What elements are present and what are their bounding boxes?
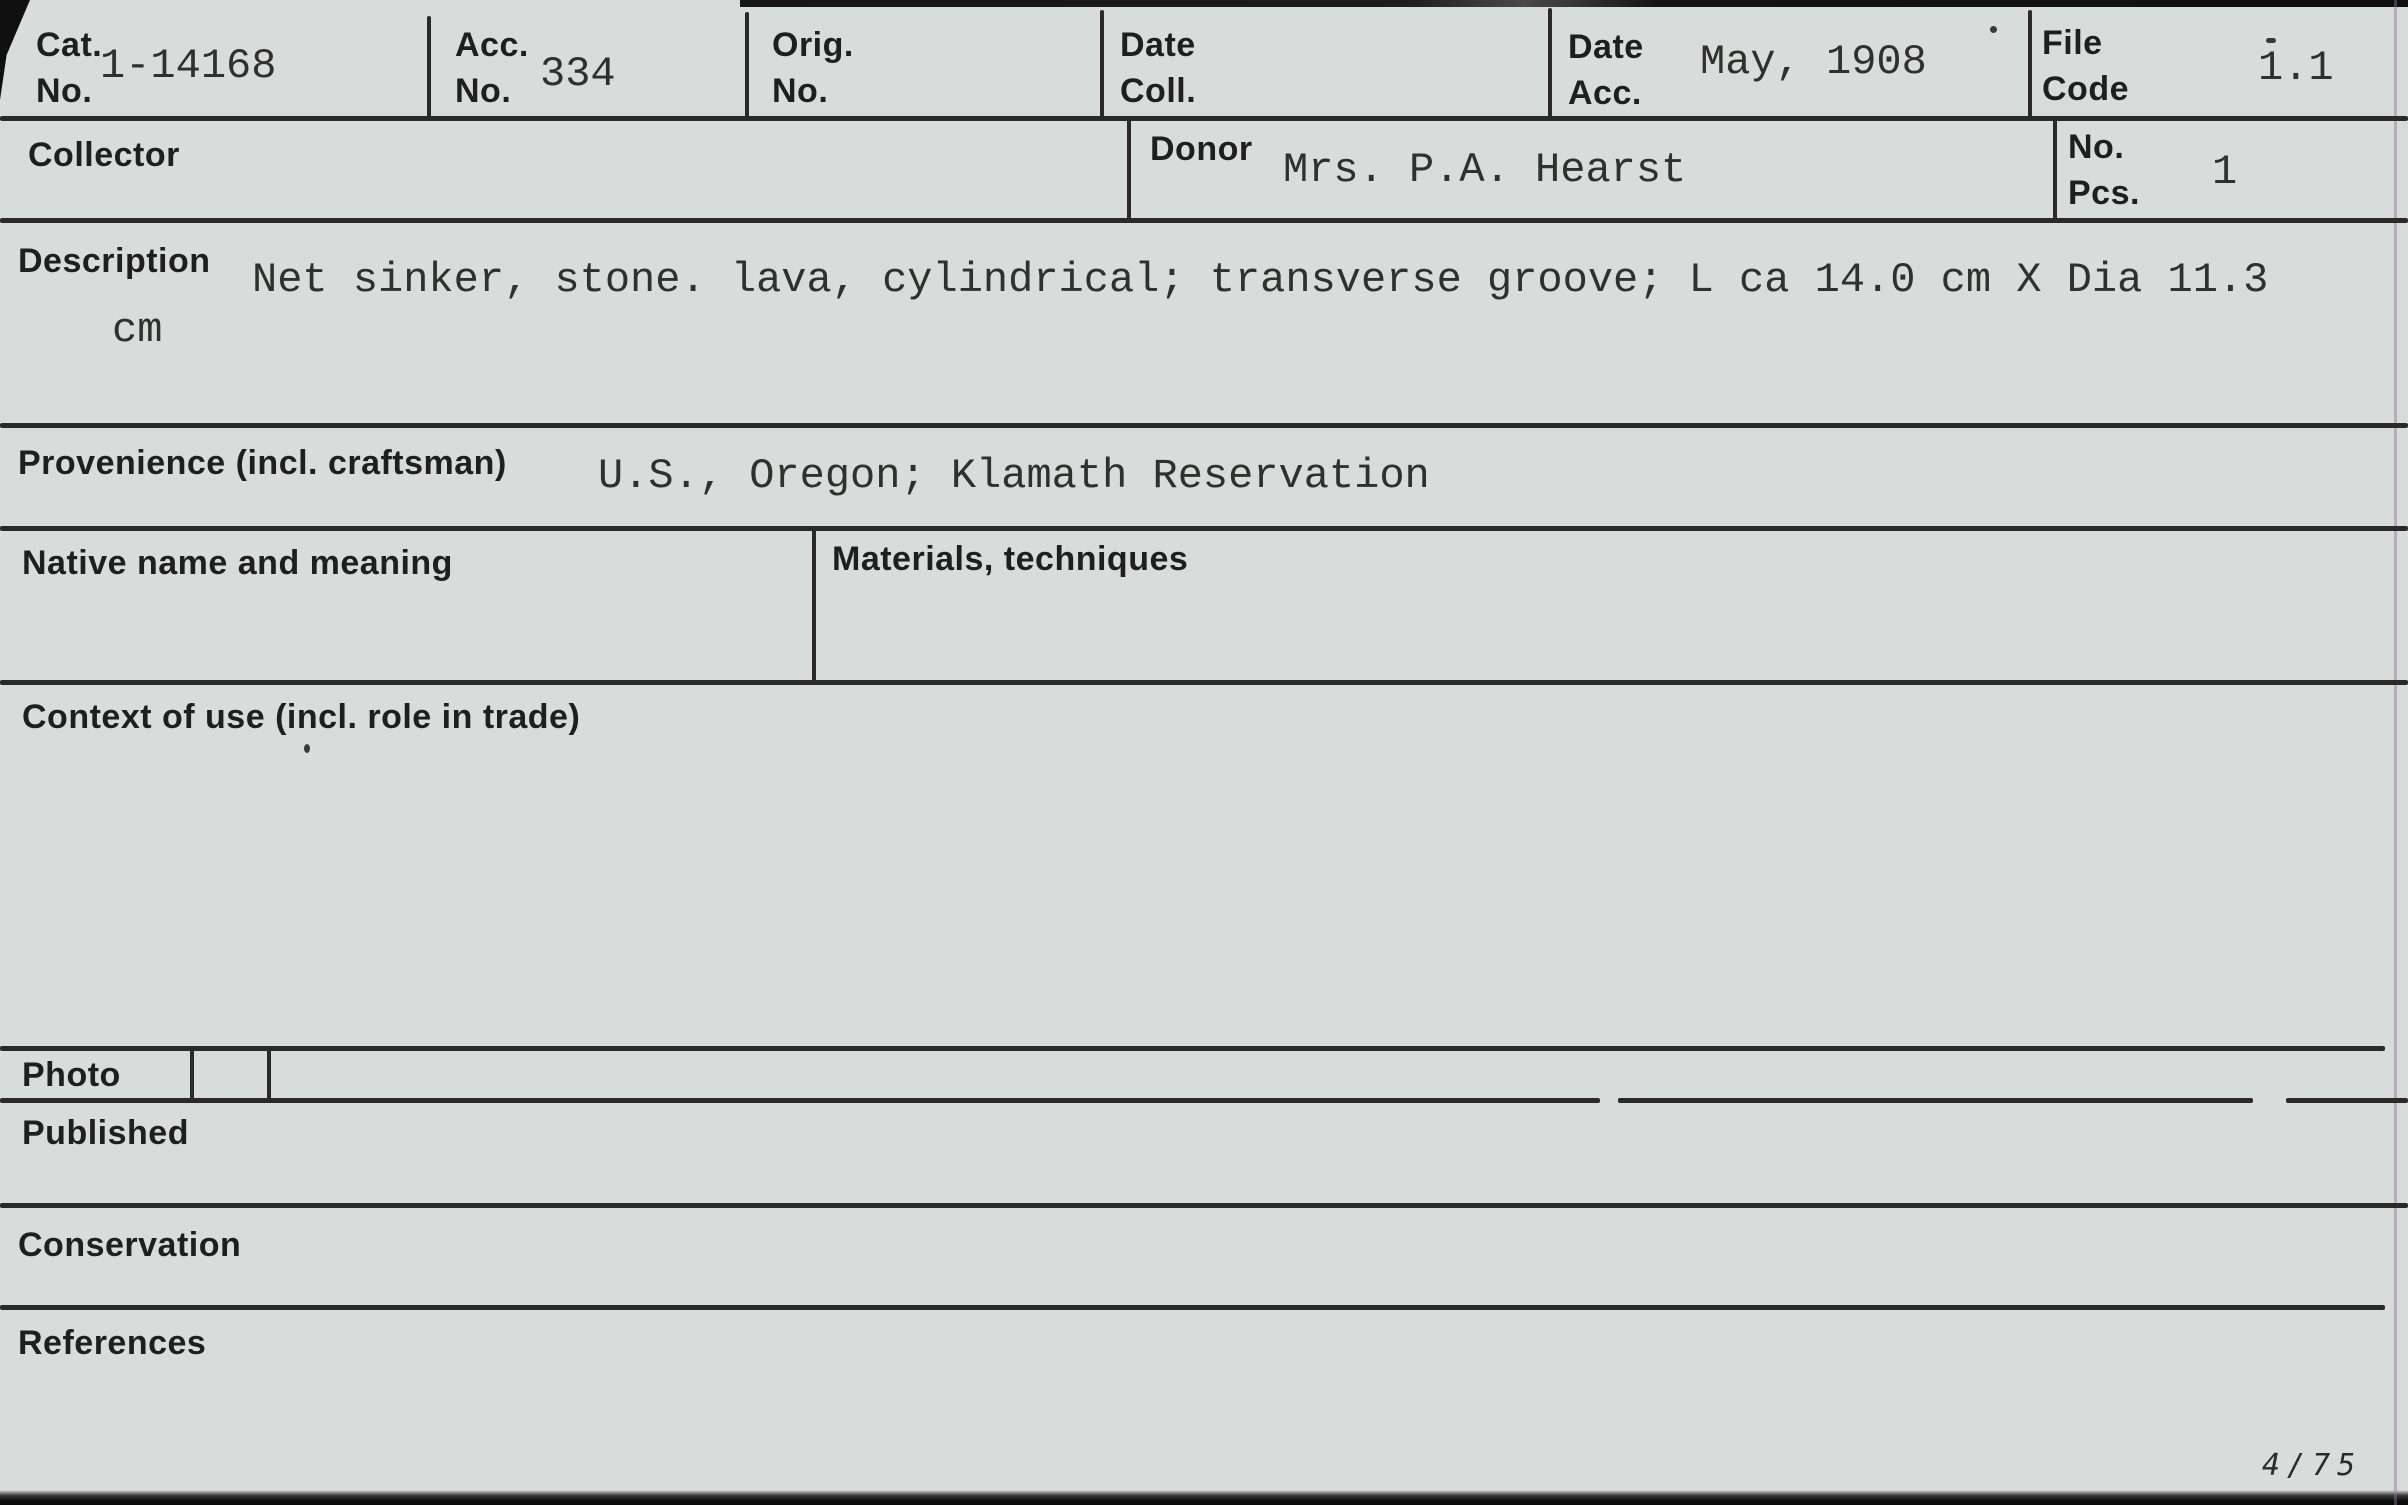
divider-donor-nopcs [2053, 118, 2057, 220]
published-label: Published [22, 1114, 189, 1152]
description-label: Description [18, 242, 211, 280]
date-acc-value: May, 1908 [1700, 38, 1927, 86]
photo-label: Photo [22, 1056, 121, 1094]
rule-photo-bottom-dash [2286, 1098, 2408, 1103]
ink-speck [304, 744, 310, 753]
cat-no-value: 1-14168 [100, 42, 277, 90]
acc-no-label-line2: No. [455, 72, 512, 110]
form-number: 4/75 [2262, 1448, 2363, 1483]
rule-photo-bottom-dash [1618, 1098, 2253, 1103]
rule-photo-bottom [0, 1098, 1600, 1103]
scan-bottom-strip [0, 1490, 2408, 1505]
collector-label: Collector [28, 136, 180, 174]
orig-no-label [772, 22, 854, 114]
divider-cat-acc [427, 16, 431, 118]
rule-nativename-bottom [0, 680, 2408, 685]
scan-top-edge [740, 0, 2408, 7]
divider-photo-box1 [190, 1048, 194, 1100]
acc-no-label [455, 22, 529, 114]
date-acc-label [1568, 24, 1644, 116]
rule-row2-bottom [0, 218, 2408, 223]
divider-photo-box2 [267, 1048, 271, 1100]
context-of-use-label: Context of use (incl. role in trade) [22, 698, 581, 736]
acc-no-label-line1: Acc. [455, 26, 529, 64]
cat-no-label-line1: Cat. [36, 26, 103, 64]
no-pcs-label-line2: Pcs. [2068, 174, 2140, 212]
file-code-label-line1: File [2042, 24, 2103, 62]
divider-dateacc-filecode [2028, 10, 2032, 118]
date-acc-label-line2: Acc. [1568, 74, 1642, 112]
donor-value: Mrs. P.A. Hearst [1283, 146, 1687, 194]
divider-collector-donor [1127, 118, 1131, 220]
file-code-label-line2: Code [2042, 70, 2129, 108]
materials-label: Materials, techniques [832, 540, 1189, 578]
divider-nativename-materials [812, 529, 816, 682]
divider-datecoll-dateacc [1548, 8, 1552, 118]
native-name-label: Native name and meaning [22, 544, 453, 582]
ink-speck [1990, 26, 1997, 33]
rule-conservation-bottom [0, 1305, 2385, 1310]
orig-no-label-line2: No. [772, 72, 829, 110]
conservation-label: Conservation [18, 1226, 242, 1264]
rule-photo-top [0, 1046, 2385, 1051]
no-pcs-label [2068, 124, 2140, 216]
references-label: References [18, 1324, 207, 1362]
date-acc-label-line1: Date [1568, 28, 1644, 66]
rule-published-bottom [0, 1203, 2408, 1208]
divider-acc-orig [745, 12, 749, 118]
divider-orig-datecoll [1100, 10, 1104, 118]
scan-corner-wedge [0, 0, 30, 100]
scan-edge-line [2394, 0, 2397, 1505]
provenience-label: Provenience (incl. craftsman) [18, 444, 507, 482]
rule-row1-bottom [0, 116, 2408, 121]
orig-no-label-line1: Orig. [772, 26, 854, 64]
rule-provenience-bottom [0, 526, 2408, 531]
cat-no-label [36, 22, 102, 114]
no-pcs-label-line1: No. [2068, 128, 2125, 166]
provenience-value: U.S., Oregon; Klamath Reservation [598, 452, 1430, 500]
description-value-line2: cm [112, 306, 163, 354]
no-pcs-value: 1 [2212, 148, 2238, 196]
cat-no-label-line2: No. [36, 72, 93, 110]
date-coll-label [1120, 22, 1196, 114]
ink-speck [2266, 38, 2276, 43]
description-value-line1: Net sinker, stone. lava, cylindrical; transverse groove; L ca 14.0 cm X Dia 11.3 [252, 256, 2269, 304]
file-code-label [2042, 20, 2129, 112]
date-coll-label-line2: Coll. [1120, 72, 1197, 110]
rule-description-bottom [0, 423, 2408, 428]
date-coll-label-line1: Date [1120, 26, 1196, 64]
file-code-value: 1.1 [2258, 44, 2334, 92]
donor-label: Donor [1150, 130, 1253, 168]
acc-no-value: 334 [540, 50, 616, 98]
